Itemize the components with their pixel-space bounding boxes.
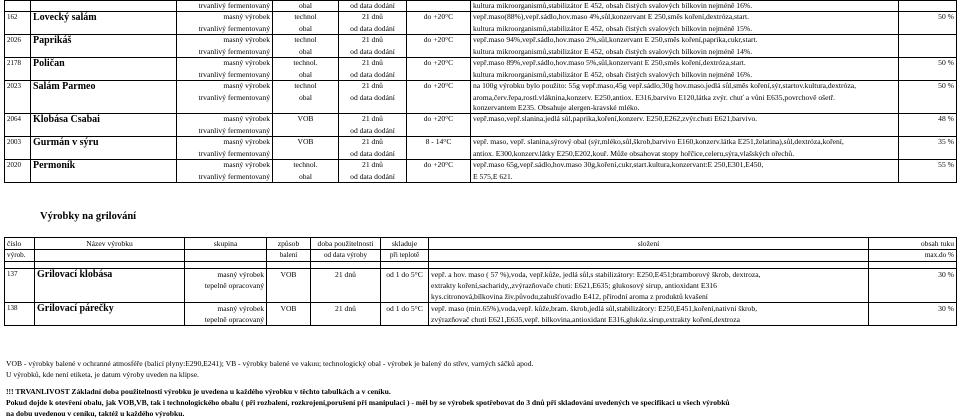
grill-product-shelf: 21 dnů (311, 303, 381, 315)
product-method-sub (273, 126, 339, 137)
product-composition-3: konzervantem E235. Obsahuje alergen-kravské mléko. (471, 103, 899, 114)
product-method-sub (273, 149, 339, 160)
product-storage-temp: do +20°C (407, 160, 471, 173)
grill-product-storage: od 1 do 5°C (381, 269, 429, 281)
product-row-cont (5, 93, 957, 103)
product-composition: vepř.maso 65g,vepř.sádlo,hov.maso 30g,koření,cukr,start.kultura,konzervant:E 250,E301,E450, (471, 160, 899, 173)
product-storage-cont (407, 126, 471, 137)
product-number: 2003 (5, 137, 31, 150)
header-name: Název výrobku (35, 238, 185, 250)
product-method-sub: obal (273, 70, 339, 81)
product-fat-cont (899, 149, 957, 160)
note-opened: Pokud dojde k otevření obalu, jak VOB,VB, tak i technologického obalu ( při rozbalení, rozkrojení,porušení při manipulaci ) - měl by se výrobek spotřebovat do 3 dnů při skladování uvedených ve specifikaci u všech výrobků (6, 398, 730, 407)
product-group: masný výrobek (177, 137, 273, 150)
product-cell-cont (177, 103, 273, 114)
product-name-cont (31, 149, 177, 160)
product-composition: vepř.maso 94%,vepř.sádlo,hov.maso 2%,sůl,konzervant E 250,směs koření,paprika,cukr,start. (471, 35, 899, 48)
gap-cell (35, 262, 185, 269)
header-fat-2: max.do % (869, 250, 957, 262)
grill-product-composition: vepř. maso (min.65%),voda,vepř. kůže,bram. škrob,jedlá sůl,stabilizátory: E250,E451,koření,nativní škrob, (429, 303, 869, 315)
grill-product-name: Grilovací párečky (35, 303, 185, 315)
top-fragment-row (5, 1, 957, 12)
shelf-label: trvanlivý fermentovaný (177, 1, 273, 12)
product-group: masný výrobek (177, 160, 273, 173)
grill-cell-cont (5, 280, 35, 291)
product-shelf-days: 21 dnů (339, 12, 407, 25)
product-row (5, 12, 957, 25)
product-shelf-sub: od data dodání (339, 24, 407, 35)
grill-product-composition-3: kys.citronová,bílkovina živ.původu,zahušťovadlo E412, přírodní aroma z produktů kvašení (429, 291, 869, 303)
grill-cell-cont (5, 314, 35, 326)
product-storage-cont (407, 93, 471, 103)
product-group: masný výrobek (177, 81, 273, 94)
product-name: Klobása Csabai (31, 114, 177, 127)
grill-cell-cont (381, 280, 429, 291)
product-number-cont (5, 93, 31, 103)
gap-cell (381, 262, 429, 269)
gap-cell (869, 262, 957, 269)
header-storage-2: při teplotě (381, 250, 429, 262)
grill-product-storage: od 1 do 5°C (381, 303, 429, 315)
product-fat: 50 % (899, 12, 957, 25)
product-cell-cont (273, 103, 339, 114)
product-shelf-sub: od data dodání (339, 93, 407, 103)
product-name: Lovecký salám (31, 12, 177, 25)
grill-cell-cont (35, 280, 185, 291)
grill-cell-cont (311, 280, 381, 291)
grill-product-number: 138 (5, 303, 35, 315)
grill-cell-cont (267, 314, 311, 326)
grill-cell-cont (5, 291, 35, 303)
header-method: způsob (267, 238, 311, 250)
product-name-cont (31, 126, 177, 137)
product-storage-cont (407, 47, 471, 58)
gap-cell (185, 262, 267, 269)
product-row (5, 114, 957, 127)
product-row-cont (5, 47, 957, 58)
grill-cell-cont (311, 314, 381, 326)
product-shelf-sub: od data dodání (339, 126, 407, 137)
grill-cell-cont (35, 314, 185, 326)
header-shelf: doba použitelnosti (311, 238, 381, 250)
grill-product-method: VOB (267, 303, 311, 315)
grill-cell-cont (311, 291, 381, 303)
header-shelf-2: od data výroby (311, 250, 381, 262)
product-fat: 55 % (899, 160, 957, 173)
product-shelf-days: 21 dnů (339, 81, 407, 94)
product-row (5, 35, 957, 48)
grill-product-row-cont (5, 280, 957, 291)
section-title: Výrobky na grilování (40, 211, 137, 222)
product-fat: 50 % (899, 81, 957, 94)
grill-cell-cont (35, 291, 185, 303)
product-composition: vepř.maso,vepř.slanina,jedlá sůl,paprika,koření,konzerv. E250,E262,zvýr.chuti E621,barvivo. (471, 114, 899, 127)
product-shelf-days: 21 dnů (339, 160, 407, 173)
product-composition-2: aroma,červ.řepa,rostl.vláknina,konzerv. E250,antiox. E316,barvivo E120,látka zvýr. chuť a vůni E635,povrchově ošetř. (471, 93, 899, 103)
gap-cell (267, 262, 311, 269)
product-group: masný výrobek (177, 35, 273, 48)
product-composition-2 (471, 126, 899, 137)
product-composition-2: kultura mikroorganismů,stabilizátor E 452, obsah čistých svalových bílkovin nejméně 16%. (471, 70, 899, 81)
product-group-sub: trvanlivý fermentovaný (177, 47, 273, 58)
product-row (5, 58, 957, 71)
product-shelf-sub: od data dodání (339, 47, 407, 58)
product-storage-cont (407, 172, 471, 183)
product-number-cont (5, 47, 31, 58)
header-method-2: balení (267, 250, 311, 262)
grill-cell-cont (267, 280, 311, 291)
product-composition-2: antiox. E300,konzerv.látky E250,E202,kouř. Může obsahovat stopy hořčice,celeru,sýra,vlašských ořechů. (471, 149, 899, 160)
product-cell-cont (31, 103, 177, 114)
product-group-sub: trvanlivý fermentovaný (177, 93, 273, 103)
product-row (5, 160, 957, 173)
product-method: VOB (273, 137, 339, 150)
grill-products-table (4, 237, 957, 326)
grill-product-row (5, 303, 957, 315)
product-name: Paprikáš (31, 35, 177, 48)
product-row (5, 137, 957, 150)
product-shelf-sub: od data dodání (339, 149, 407, 160)
product-row-cont (5, 149, 957, 160)
product-storage-temp: do +20°C (407, 81, 471, 94)
product-fat (899, 35, 957, 48)
product-group-sub: trvanlivý fermentovaný (177, 172, 273, 183)
product-method: technol (273, 12, 339, 25)
grill-cell-cont (869, 280, 957, 291)
product-group-sub: trvanlivý fermentovaný (177, 149, 273, 160)
product-method-sub: obal (273, 172, 339, 183)
grill-header-row-2 (5, 250, 957, 262)
product-row-cont (5, 172, 957, 183)
product-group-sub: trvanlivý fermentovaný (177, 24, 273, 35)
product-fat-cont (899, 172, 957, 183)
product-shelf-sub: od data dodání (339, 172, 407, 183)
product-composition: na 100g výrobku bylo použito: 55g vepř.maso,45g vepř.sádlo,30g hov.maso.jedlá sůl,směs koření,sýr,startov.kultura,dextróza, (471, 81, 899, 94)
product-number-cont (5, 24, 31, 35)
grill-cell-cont (185, 291, 267, 303)
product-shelf-days: 21 dnů (339, 137, 407, 150)
product-composition-2: kultura mikroorganismů,stabilizátor E 452, obsah čistých svalových bílkovin nejméně 15%. (471, 24, 899, 35)
grill-product-number: 137 (5, 269, 35, 281)
grill-product-group-sub: tepelně opracovaný (185, 314, 267, 326)
product-name: Salám Parmeo (31, 81, 177, 94)
product-composition: vepř.maso 89%,vepř.sádlo,hov.maso 5%,sůl,konzervant E 250,směs koření,dextróza,start. (471, 58, 899, 71)
notes-block (6, 358, 956, 419)
note-duration: na dobu uvedenou v ceníku, taktéž u každého výrobku. (6, 409, 185, 418)
product-group-sub: trvanlivý fermentovaný (177, 70, 273, 81)
product-fat-cont (899, 70, 957, 81)
header-fat: obsah tuku (869, 238, 957, 250)
product-name: Gurmán v sýru (31, 137, 177, 150)
product-number: 2178 (5, 58, 31, 71)
product-number-cont (5, 126, 31, 137)
grill-product-row-cont (5, 291, 957, 303)
product-number: 2026 (5, 35, 31, 48)
grill-gap-row (5, 262, 957, 269)
grill-header-row (5, 238, 957, 250)
product-method: VOB (273, 114, 339, 127)
product-number: 2023 (5, 81, 31, 94)
grill-product-fat: 30 % (869, 269, 957, 281)
header-group: skupina (185, 238, 267, 250)
product-name-cont (31, 47, 177, 58)
product-row (5, 81, 957, 94)
composition-text: kultura mikroorganismů,stabilizátor E 452, obsah čistých svalových bílkovin nejméně 16%. (471, 1, 899, 12)
grill-product-group: masný výrobek (185, 269, 267, 281)
product-fat-cont (899, 24, 957, 35)
product-fat-cont (899, 103, 957, 114)
product-composition-2: kultura mikroorganismů,stabilizátor E 452, obsah čistých svalových bílkovin nejméně 14%. (471, 47, 899, 58)
product-storage-cont (407, 70, 471, 81)
product-fat: 48 % (899, 114, 957, 127)
product-cell-cont (5, 103, 31, 114)
product-cell-cont (339, 103, 407, 114)
gap-cell (429, 262, 869, 269)
product-composition-2: E 575,E 621. (471, 172, 899, 183)
header-num: číslo (5, 238, 35, 250)
product-method-sub: obal (273, 24, 339, 35)
grill-product-composition-2: zvýrazňovač chuti E621,E635,vepř. bílkovina,antioxidant E316,glukóz.sirup,extrakty koření,dextroza (429, 314, 869, 326)
product-group: masný výrobek (177, 114, 273, 127)
product-storage-temp: do +20°C (407, 114, 471, 127)
product-group-sub: trvanlivý fermentovaný (177, 126, 273, 137)
products-table (4, 0, 957, 183)
grill-product-group: masný výrobek (185, 303, 267, 315)
product-row-cont (5, 24, 957, 35)
product-row-cont (5, 103, 957, 114)
header-composition: složení (429, 238, 869, 250)
product-composition: vepř. maso, vepř. slanina,sýrový obal (sýr,mléko,sůl,škrob,barvivo E160,konzerv.látka E251,želatina),sůl,dextróza,koření, (471, 137, 899, 150)
note-shelf-life: !!! TRVANLIVOST Základní doba použitelnosti výrobku je uvedena u každého výrobku v těchto tabulkách a v ceníku. (6, 387, 391, 396)
product-name-cont (31, 172, 177, 183)
grill-product-fat: 30 % (869, 303, 957, 315)
product-shelf-days: 21 dnů (339, 114, 407, 127)
grill-product-row (5, 269, 957, 281)
product-storage-temp: do +20°C (407, 12, 471, 25)
product-method: technol (273, 81, 339, 94)
product-fat-cont (899, 126, 957, 137)
note-packaging: VOB - výrobky balené v ochranné atmosféře (balicí plyny:E290,E241); VB - výrobky balené ve vakuu; technologický obal - výrobek je balený do střev, varných sáčků apod. (6, 359, 534, 368)
product-shelf-days: 21 dnů (339, 35, 407, 48)
product-name-cont (31, 93, 177, 103)
product-storage-temp: do +20°C (407, 35, 471, 48)
product-storage-cont (407, 149, 471, 160)
grill-product-composition: vepř. a hov. maso ( 57 %),voda, vepř.kůže, jedlá sůl,s stabilizátory: E250,E451;bramborový škrob, dextroza, (429, 269, 869, 281)
grill-product-shelf: 21 dnů (311, 269, 381, 281)
product-name-cont (31, 70, 177, 81)
grill-product-group-sub: tepelně opracovaný (185, 280, 267, 291)
header-num-2: výrob. (5, 250, 35, 262)
product-fat-cont (899, 47, 957, 58)
gap-cell (5, 262, 35, 269)
product-composition: vepř.maso(88%),vepř.sádlo,hov.maso 4%,sůl,konzervant E 250,směs koření,dextróza,start. (471, 12, 899, 25)
product-name-cont (31, 24, 177, 35)
note-label: U výrobků, kde není etiketa, je datum výroby uveden na klipse. (6, 370, 199, 379)
expiry-label: od data dodání (339, 1, 407, 12)
product-method-sub: obal (273, 47, 339, 58)
product-row-cont (5, 70, 957, 81)
product-row-cont (5, 126, 957, 137)
product-fat: 50 % (899, 58, 957, 71)
product-shelf-sub: od data dodání (339, 70, 407, 81)
product-storage-temp: do +20°C (407, 58, 471, 71)
grill-product-row-cont (5, 314, 957, 326)
grill-cell-cont (381, 291, 429, 303)
product-method: technol. (273, 58, 339, 71)
product-storage-cont (407, 24, 471, 35)
header-storage: skladuje (381, 238, 429, 250)
product-number-cont (5, 172, 31, 183)
product-cell-cont (407, 103, 471, 114)
grill-cell-cont (869, 314, 957, 326)
grill-cell-cont (267, 291, 311, 303)
product-name: Permoník (31, 160, 177, 173)
product-number: 2064 (5, 114, 31, 127)
product-group: masný výrobek (177, 58, 273, 71)
product-number: 162 (5, 12, 31, 25)
product-number-cont (5, 149, 31, 160)
product-method: technol. (273, 160, 339, 173)
product-fat-cont (899, 93, 957, 103)
grill-product-method: VOB (267, 269, 311, 281)
gap-cell (311, 262, 381, 269)
product-method-sub: obal (273, 93, 339, 103)
product-number-cont (5, 70, 31, 81)
grill-cell-cont (869, 291, 957, 303)
grill-product-composition-2: extrakty koření,sacharidy,,zvýrazňovače chuti: E621,E635; glukosový sirup, antioxidant E316 (429, 280, 869, 291)
product-group: masný výrobek (177, 12, 273, 25)
grill-cell-cont (381, 314, 429, 326)
product-shelf-days: 21 dnů (339, 58, 407, 71)
product-fat: 35 % (899, 137, 957, 150)
product-number: 2020 (5, 160, 31, 173)
product-name: Poličan (31, 58, 177, 71)
product-storage-temp: 8 - 14°C (407, 137, 471, 150)
product-method: technol (273, 35, 339, 48)
pack-label: obal (273, 1, 339, 12)
grill-product-name: Grilovací klobása (35, 269, 185, 281)
